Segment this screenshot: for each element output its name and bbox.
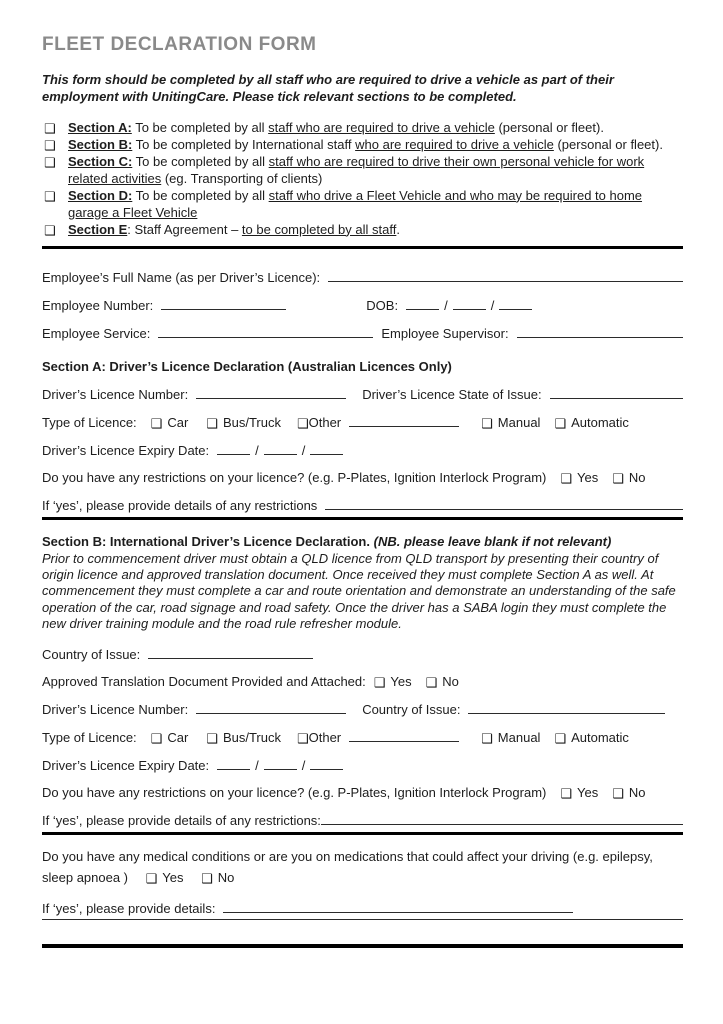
b-expiry-month-field[interactable] [264,757,297,770]
section-b-intro: Prior to commencement driver must obtain a QLD licence from QLD transport by presenting their country of origin licence and approved translation document. Once received they must complete Section A as well. At commencement they must complete a car and route orientation and demonstrate an understanding of the safe operation of the car, road signage and road safety. Once the driver has a SABA login they must complete the new driver training module and the road rule refresher module. [42,550,676,632]
separator-line [42,919,683,920]
a-expiry-row [42,442,683,458]
b-restrictions-details-label: If ‘yes’, please provide details of any restrictions: [42,813,321,829]
no-checkbox-icon[interactable]: ❑ [612,471,624,487]
bus-truck-checkbox-icon[interactable]: ❑ [206,416,218,432]
b-restrictions-details-field[interactable] [321,812,683,825]
section-a-checkbox-icon[interactable]: ❑ [44,122,56,138]
date-separator: / [255,442,259,458]
a-other-field[interactable] [349,414,459,427]
b-translation-label: Approved Translation Document Provided and Attached: [42,674,366,690]
section-a-heading: Section A: Driver’s Licence Declaration (Australian Licences Only) [42,358,452,374]
overview-item-text: Section A: To be completed by all staff who are required to drive a vehicle (personal or fleet). [68,120,604,136]
automatic-checkbox-icon[interactable]: ❑ [554,416,567,432]
b-translation-row [42,674,683,692]
manual-checkbox-icon[interactable]: ❑ [481,732,493,748]
employee-number-field[interactable] [161,297,286,310]
b-licence-number-field[interactable] [196,701,346,714]
b-automatic-option: ❑ Automatic [554,730,629,748]
dob-year-field[interactable] [499,297,532,310]
a-expiry-year-field[interactable] [310,442,343,455]
separator-line [42,517,683,520]
b-country-row [42,646,683,662]
a-manual-option: ❑ Manual [481,414,541,432]
no-checkbox-icon[interactable]: ❑ [201,871,213,887]
a-state-of-issue-field[interactable] [550,386,683,399]
a-licence-number-field[interactable] [196,386,346,399]
b-country2-field[interactable] [468,701,665,714]
dob-month-field[interactable] [453,297,486,310]
b-licence-number-row [42,701,683,717]
a-restrictions-details-label: If ‘yes’, please provide details of any restrictions [42,497,318,513]
dob-label: DOB: [366,297,399,313]
a-licence-number-row [42,386,683,402]
section-b-heading: Section B: International Driver’s Licence Declaration. (NB. please leave blank if not relevant) [42,533,612,549]
a-car-option: ❑ Car [150,414,189,432]
page-title: FLEET DECLARATION FORM [42,34,317,55]
separator-line [42,832,683,835]
full-name-field[interactable] [328,269,683,282]
dob-day-field[interactable] [406,297,439,310]
b-restrictions-details-row [42,812,683,828]
section-c-checkbox-icon[interactable]: ❑ [44,156,56,172]
employee-supervisor-label: Employee Supervisor: [381,325,509,341]
a-restrictions-details-row [42,497,683,513]
date-separator: / [444,297,448,313]
b-medical-details-field[interactable] [223,900,573,913]
b-country-field[interactable] [148,646,313,659]
no-checkbox-icon[interactable]: ❑ [425,676,438,692]
b-country2-label: Country of Issue: [362,702,461,718]
a-type-label: Type of Licence: [42,414,137,430]
yes-checkbox-icon[interactable]: ❑ [373,676,386,692]
b-medical-row [42,847,683,887]
service-supervisor-row [42,325,683,341]
b-medical-yes-option: ❑ Yes [145,869,184,887]
date-separator: / [301,758,306,774]
sections-overview-list [42,120,683,238]
a-restrictions-yes-option: ❑ Yes [560,469,599,487]
b-restrictions-yes-option: ❑ Yes [560,785,599,803]
yes-checkbox-icon[interactable]: ❑ [145,871,158,887]
section-b-heading-note: (NB. please leave blank if not relevant) [373,533,612,549]
b-restrictions-row [42,785,683,803]
overview-item-section-b [42,137,683,154]
section-d-checkbox-icon[interactable]: ❑ [44,189,56,205]
employee-number-label: Employee Number: [42,297,154,313]
a-expiry-day-field[interactable] [217,442,250,455]
a-expiry-label: Driver’s Licence Expiry Date: [42,442,210,458]
b-medical-question: Do you have any medical conditions or are you on medications that could affect your driving (e.g. epilepsy, sleep apnoea ) [42,849,653,885]
bus-truck-checkbox-icon[interactable]: ❑ [206,732,218,748]
b-type-of-licence-row [42,729,683,748]
b-expiry-year-field[interactable] [310,757,343,770]
b-expiry-label: Driver’s Licence Expiry Date: [42,758,210,774]
overview-item-text: Section B: To be completed by International staff who are required to drive a vehicle (personal or fleet). [68,137,663,153]
overview-item-section-c [42,154,683,188]
date-separator: / [301,442,306,458]
date-separator: / [255,758,259,774]
other-checkbox-icon[interactable]: ❑ [296,732,309,748]
car-checkbox-icon[interactable]: ❑ [150,732,163,748]
b-licence-number-label: Driver’s Licence Number: [42,702,189,718]
a-restrictions-row [42,470,683,485]
separator-line [42,944,683,948]
b-type-label: Type of Licence: [42,730,137,746]
separator-line [42,246,683,249]
a-other-option: ❑Other [296,414,342,432]
form-intro: This form should be completed by all staff who are required to drive a vehicle as part of their employment with UnitingCare. Please tick relevant sections to be completed. [42,72,614,105]
b-expiry-day-field[interactable] [217,757,250,770]
automatic-checkbox-icon[interactable]: ❑ [554,732,567,748]
b-translation-yes-option: ❑ Yes [373,674,412,692]
b-bus-truck-option: ❑ Bus/Truck [206,730,281,748]
yes-checkbox-icon[interactable]: ❑ [560,471,573,487]
b-other-field[interactable] [349,729,459,742]
b-medical-no-option: ❑ No [201,869,235,887]
overview-item-section-a [42,120,683,137]
employee-service-field[interactable] [158,325,373,338]
overview-item-text: Section D: To be completed by all staff who drive a Fleet Vehicle and who may be required to home garage a Fleet Vehicle [68,187,643,220]
full-name-label: Employee’s Full Name (as per Driver’s Licence): [42,269,321,285]
a-bus-truck-option: ❑ Bus/Truck [206,414,281,432]
overview-item-text: Section E: Staff Agreement – to be completed by all staff. [68,221,400,237]
overview-item-section-e [42,222,683,239]
a-restrictions-details-field[interactable] [325,497,683,510]
overview-item-section-d [42,188,683,222]
b-other-option: ❑Other [296,730,342,748]
number-dob-row [42,297,683,313]
no-checkbox-icon[interactable]: ❑ [612,787,624,803]
employee-service-label: Employee Service: [42,325,151,341]
manual-checkbox-icon[interactable]: ❑ [481,416,493,432]
b-medical-details-row [42,900,683,916]
yes-checkbox-icon[interactable]: ❑ [560,787,573,803]
b-medical-details-label: If ‘yes’, please provide details: [42,900,216,916]
a-state-of-issue-label: Driver’s Licence State of Issue: [362,386,542,402]
a-type-of-licence-row [42,414,683,430]
car-checkbox-icon[interactable]: ❑ [150,416,163,432]
b-manual-option: ❑ Manual [481,730,541,748]
a-automatic-option: ❑ Automatic [554,414,629,432]
full-name-row [42,269,683,285]
section-e-checkbox-icon[interactable]: ❑ [44,223,56,239]
a-restrictions-no-option: ❑ No [612,469,646,487]
other-checkbox-icon[interactable]: ❑ [296,416,309,432]
b-car-option: ❑ Car [150,730,189,748]
date-separator: / [490,297,495,313]
b-country-label: Country of Issue: [42,647,141,663]
employee-supervisor-field[interactable] [517,325,683,338]
section-b-checkbox-icon[interactable]: ❑ [44,139,56,155]
a-restrictions-question: Do you have any restrictions on your licence? (e.g. P-Plates, Ignition Interlock Program) [42,469,547,485]
b-expiry-row [42,757,683,773]
a-licence-number-label: Driver’s Licence Number: [42,386,189,402]
b-translation-no-option: ❑ No [425,674,459,692]
a-expiry-month-field[interactable] [264,442,297,455]
b-restrictions-question: Do you have any restrictions on your licence? (e.g. P-Plates, Ignition Interlock Program) [42,785,547,801]
b-restrictions-no-option: ❑ No [612,785,646,803]
overview-item-text: Section C: To be completed by all staff who are required to drive their own personal vehicle for work related activities (eg. Transporting of clients) [68,154,645,186]
